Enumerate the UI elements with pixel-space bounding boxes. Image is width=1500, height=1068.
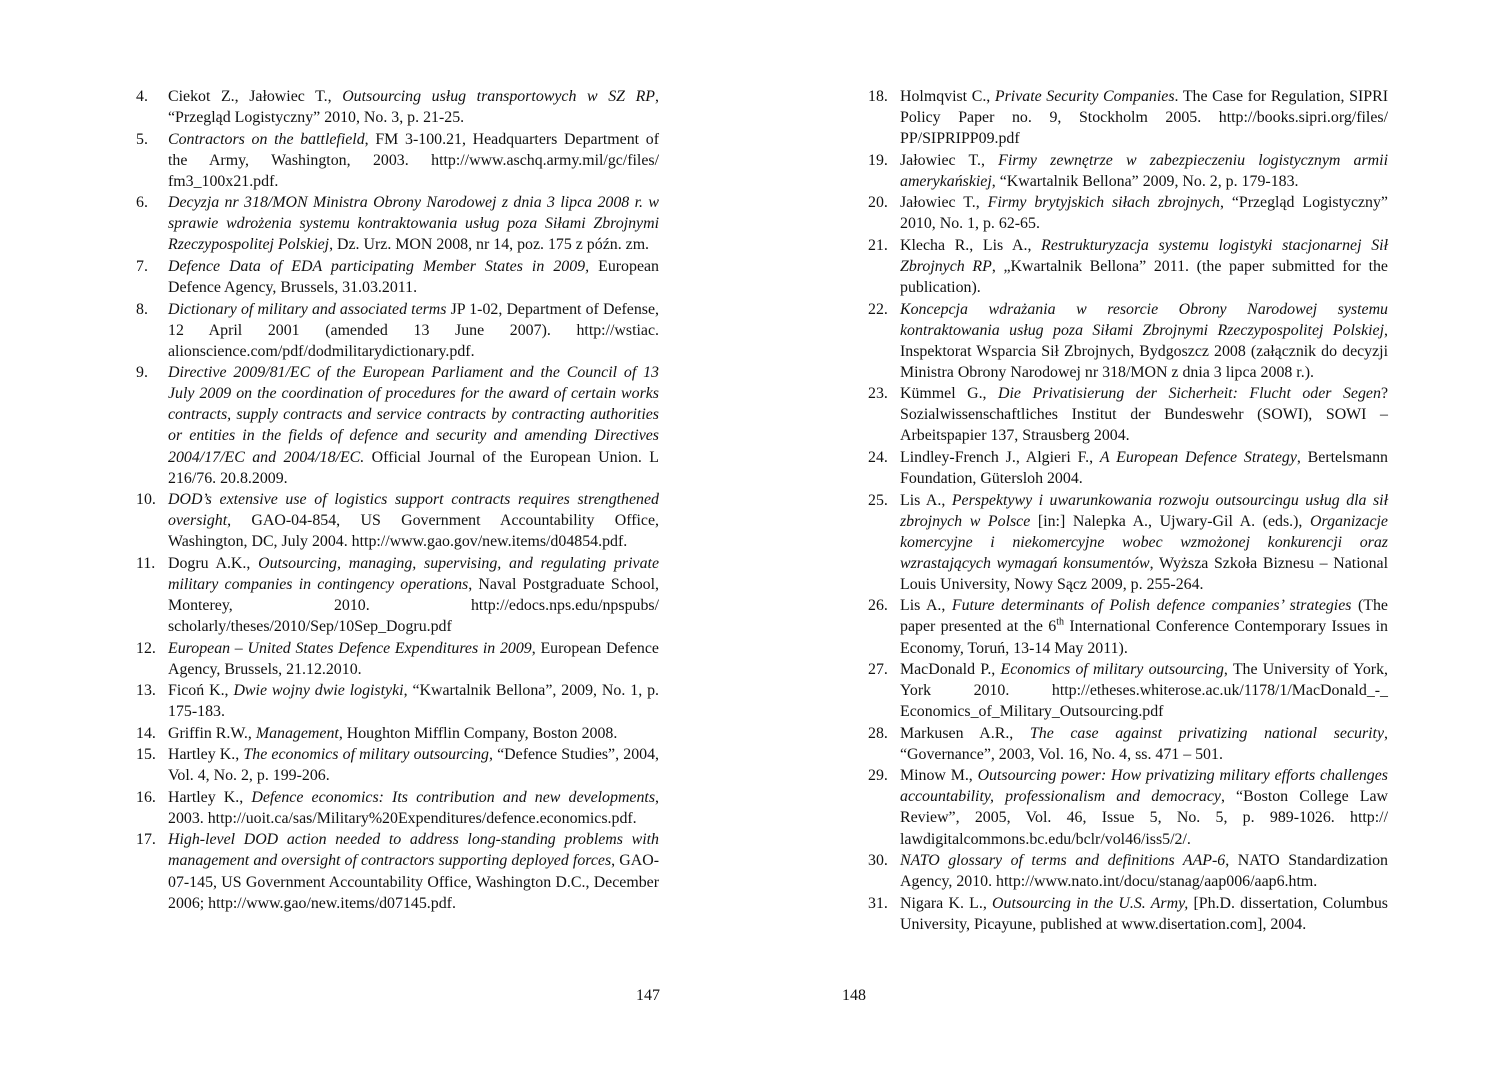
reference-item: [136, 86, 659, 128]
reference-number: 20.: [868, 194, 888, 212]
reference-item: [136, 553, 659, 637]
reference-number: 13.: [136, 682, 156, 700]
reference-text: , „Kwartalnik Bellona” 2011. (the paper submitted for the publication).: [900, 257, 1388, 297]
reference-item: [868, 659, 1388, 722]
reference-title: European – United States Defence Expenditures in 2009: [168, 639, 532, 657]
reference-number: 11.: [136, 554, 156, 572]
reference-number: 23.: [868, 385, 888, 403]
reference-item: [868, 447, 1388, 489]
reference-title: Perspektywy i uwarunkowania rozwoju outsourcingu usług dla sił zbrojnych w Polsce: [900, 491, 1388, 530]
reference-item: [136, 723, 659, 744]
reference-title: Dwie wojny dwie logistyki: [233, 682, 404, 700]
reference-number: 27.: [868, 661, 888, 679]
reference-text: Lis A.,: [900, 597, 952, 615]
reference-text: International Conference Contemporary Issues in Economy, Toruń, 13-14 May 2011).: [900, 618, 1388, 657]
reference-text: , Naval Postgraduate School, Monterey, 2010. http://edocs.nps.edu/npspubs/ scholarly/theses/2010/Sep/10Sep_Dogru.pdf: [168, 575, 660, 636]
reference-text: , “Przegląd Logistyczny” 2010, No. 3, p. 21-25.: [168, 88, 659, 127]
reference-item: [136, 744, 659, 786]
reference-item: [868, 893, 1388, 935]
reference-item: [868, 235, 1388, 298]
reference-text: , NATO Standardization Agency, 2010. http://www.nato.int/docu/stanag/aap006/aap6.htm.: [900, 852, 1389, 891]
reference-number: 10.: [136, 491, 156, 509]
reference-title: Firmy brytyjskich siłach zbrojnych: [987, 194, 1220, 212]
reference-title: Defence economics: Its contribution and new developments: [251, 788, 656, 806]
reference-title: Directive 2009/81/EC of the European Parliament and the Council of 13 July 2009 on the coordination of procedures for the award of certain works contracts, supply contracts and service contracts by contracting authorities or entities in the fields of defence and security and amending Directives 2004/17/EC and 2004/18/EC.: [168, 364, 659, 466]
reference-text: Minow M.,: [900, 767, 978, 785]
reference-number: 25.: [868, 491, 888, 509]
reference-text: [in:] Nalepka A., Ujwary-Gil A. (eds.),: [1030, 512, 1311, 530]
reference-number: 21.: [868, 236, 888, 254]
reference-text: Lis A.,: [900, 491, 952, 509]
reference-title: Outsourcing in the U.S. Army,: [992, 894, 1189, 912]
reference-number: 28.: [868, 724, 888, 742]
reference-title: Dictionary of military and associated terms: [168, 300, 447, 318]
reference-item: [868, 383, 1388, 446]
reference-title: Management: [255, 724, 339, 742]
reference-item: [136, 680, 659, 722]
reference-text: , Inspektorat Wsparcia Sił Zbrojnych, Bydgoszcz 2008 (załącznik do decyzji Ministra Obrony Narodowej nr 318/MON z dnia 3 lipca 2008 r.).: [900, 321, 1388, 381]
reference-text: , GAO-04-854, US Government Accountability Office, Washington, DC, July 2004. http://www.gao.gov/new.items/d04854.pdf.: [168, 512, 659, 551]
page-number: 147: [636, 987, 660, 1004]
reference-title: Koncepcja wdrażania w resorcie Obrony Narodowej systemu kontraktowania usług poza Siłami Zbrojnymi Rzeczypospolitej Polskiej: [900, 300, 1388, 339]
reference-item: [868, 150, 1388, 192]
reference-item: [868, 86, 1388, 149]
reference-number: 26.: [868, 597, 888, 615]
reference-text: , Dz. Urz. MON 2008, nr 14, poz. 175 z późn. zm.: [329, 236, 650, 254]
reference-text: , “Przegląd Logistyczny” 2010, No. 1, p. 62-65.: [900, 194, 1388, 233]
reference-title: Contractors on the battlefield: [168, 130, 365, 148]
reference-item: [136, 129, 659, 192]
reference-number: 6.: [136, 194, 148, 212]
reference-item: [868, 192, 1388, 234]
reference-title: Private Security Companies: [994, 88, 1175, 105]
reference-text: , “Boston College Law Review”, 2005, Vol. 46, Issue 5, No. 5, p. 989-1026. http:// lawdigitalcommons.bc.edu/bclr/vol46/iss5/2/.: [900, 788, 1389, 848]
reference-text: Ciekot Z., Jałowiec T.,: [168, 88, 343, 105]
reference-text: Markusen A.R.,: [900, 724, 1030, 742]
reference-title: Future determinants of Polish defence companies’ strategies: [951, 597, 1352, 615]
reference-title: Firmy zewnętrze w zabezpieczeniu logistycznym armii amerykańskiej: [900, 151, 1388, 190]
reference-number: 24.: [868, 448, 888, 466]
reference-title: DOD’s extensive use of logistics support contracts requires strengthened oversight: [168, 491, 659, 530]
reference-number: 8.: [136, 300, 148, 318]
reference-title: Decyzja nr 318/MON Ministra Obrony Narodowej z dnia 3 lipca 2008 r. w sprawie wdrożenia systemu kontraktowania usług poza Siłami Zbrojnymi Rzeczypospolitej Polskiej: [168, 194, 659, 254]
reference-text: , Bertelsmann Foundation, Gütersloh 2004.: [900, 448, 1388, 488]
reference-item: [136, 362, 659, 489]
reference-item: [136, 489, 659, 552]
reference-number: 17.: [136, 831, 156, 849]
reference-title: Outsourcing, managing, supervising, and regulating private military companies in contingency operations: [168, 554, 659, 593]
reference-text: Hartley K.,: [168, 746, 244, 764]
reference-list: [868, 86, 1388, 935]
reference-item: [136, 787, 659, 829]
reference-number: 4.: [136, 88, 148, 105]
reference-text: Nigara K. L.,: [900, 894, 993, 912]
reference-text: Griffin R.W.,: [168, 724, 256, 742]
reference-list: [136, 86, 659, 914]
right-page: [750, 0, 1500, 1068]
reference-text: JP 1-02, Department of Defense, 12 April 2001 (amended 13 June 2007). http://wstiac. alionscience.com/pdf/dodmilitarydictionary.pdf.: [168, 300, 660, 360]
reference-item: [136, 829, 659, 913]
reference-title: Economics of military outsourcing: [1000, 661, 1224, 679]
reference-title: High-level DOD action needed to address long-standing problems with management and oversight of contractors supporting deployed forces: [168, 831, 659, 870]
reference-text: Jałowiec T.,: [900, 194, 988, 212]
reference-number: 18.: [868, 88, 888, 105]
reference-item: [136, 192, 659, 255]
reference-text: Dogru A.K.,: [168, 554, 259, 572]
reference-text: , “Defence Studies”, 2004, Vol. 4, No. 2, p. 199-206.: [168, 746, 660, 785]
reference-title: The economics of military outsourcing: [243, 746, 489, 764]
reference-item: [868, 765, 1388, 849]
reference-text: , GAO-07-145, US Government Accountability Office, Washington D.C., December 2006; http://www.gao/new.items/d07145.pdf.: [168, 852, 659, 912]
reference-text: Lindley-French J., Algieri F.,: [900, 448, 1100, 466]
reference-text: , “Governance”, 2003, Vol. 16, No. 4, ss. 471 – 501.: [900, 724, 1388, 763]
reference-number: 7.: [136, 257, 148, 275]
reference-number: 15.: [136, 746, 156, 764]
reference-title: Outsourcing power: How privatizing military efforts challenges accountability, professionalism and democracy: [900, 767, 1388, 806]
reference-number: 12.: [136, 639, 156, 657]
reference-title: A European Defence Strategy: [1099, 448, 1297, 466]
reference-text: , Wyższa Szkoła Biznesu – National Louis University, Nowy Sącz 2009, p. 255-264.: [900, 554, 1388, 593]
reference-item: [868, 850, 1388, 892]
reference-item: [136, 256, 659, 298]
reference-text: , 2003. http://uoit.ca/sas/Military%20Expenditures/defence.economics.pdf.: [168, 788, 659, 827]
reference-text: Klecha R., Lis A.,: [900, 236, 1042, 254]
reference-number: 29.: [868, 767, 888, 785]
reference-text: ? Sozialwissenschaftliches Institut der Bundeswehr (SOWI), SOWI – Arbeitspapier 137, Strausberg 2004.: [900, 385, 1388, 445]
reference-text: th: [1056, 617, 1065, 629]
reference-text: MacDonald P.,: [900, 661, 1001, 679]
reference-item: [868, 595, 1388, 658]
reference-number: 30.: [868, 852, 888, 870]
reference-title: The case against privatizing national security: [1029, 724, 1385, 742]
reference-text: Official Journal of the European Union. L 216/76. 20.8.2009.: [168, 448, 660, 487]
reference-number: 19.: [868, 151, 888, 169]
reference-number: 22.: [868, 300, 888, 318]
reference-text: , “Kwartalnik Bellona”, 2009, No. 1, p. 175-183.: [168, 682, 659, 721]
reference-title: NATO glossary of terms and definitions AAP-6: [900, 852, 1226, 870]
reference-number: 31.: [868, 894, 888, 912]
reference-number: 5.: [136, 130, 148, 148]
reference-text: Kümmel G.,: [900, 385, 999, 403]
reference-text: , FM 3-100.21, Headquarters Department of the Army, Washington, 2003. http://www.aschq.army.mil/gc/files/ fm3_100x21.pdf.: [168, 130, 659, 190]
reference-text: , “Kwartalnik Bellona” 2009, No. 2, p. 179-183.: [991, 172, 1299, 190]
reference-text: . The Case for Regulation, SIPRI Policy Paper no. 9, Stockholm 2005. http://books.sipri.org/files/ PP/SIPRIPP09.pdf: [900, 88, 1389, 148]
page-number: 148: [842, 987, 866, 1004]
reference-text: European Defence Agency, Brussels, 31.03.2011.: [168, 257, 659, 297]
reference-text: (The paper presented at the 6: [900, 597, 1388, 636]
reference-text: , European Defence Agency, Brussels, 21.12.2010.: [168, 639, 659, 678]
reference-text: , Houghton Mifflin Company, Boston 2008.: [338, 724, 618, 742]
reference-text: [Ph.D. dissertation, Columbus University, Picayune, published at www.disertation.com], 2004.: [900, 894, 1388, 933]
reference-item: [868, 723, 1388, 765]
reference-title: Organizacje komercyjne i niekomercyjne wobec wzmożonej konkurencji oraz wzrastających wymagań konsumentów: [900, 512, 1388, 572]
reference-number: 16.: [136, 788, 156, 806]
reference-title: Restrukturyzacja systemu logistyki stacjonarnej Sił Zbrojnych RP: [900, 236, 1388, 275]
reference-text: Ficoń K.,: [168, 682, 234, 700]
reference-item: [868, 299, 1388, 383]
reference-text: Jałowiec T.,: [900, 151, 999, 169]
reference-title: Outsourcing usług transportowych w SZ RP: [342, 88, 656, 105]
reference-number: 9.: [136, 364, 148, 382]
reference-title: Die Privatisierung der Sicherheit: Flucht oder Segen: [998, 385, 1381, 403]
reference-text: Holmqvist C.,: [900, 88, 995, 105]
reference-item: [868, 490, 1388, 595]
reference-number: 14.: [136, 724, 156, 742]
reference-text: , The University of York, York 2010. http://etheses.whiterose.ac.uk/1178/1/MacDonald_-_ Economics_of_Military_Outsourcing.pdf: [900, 661, 1388, 721]
reference-title: Defence Data of EDA participating Member States in 2009,: [168, 257, 590, 275]
reference-item: [136, 299, 659, 362]
reference-item: [136, 638, 659, 680]
reference-text: Hartley K.,: [168, 788, 252, 806]
